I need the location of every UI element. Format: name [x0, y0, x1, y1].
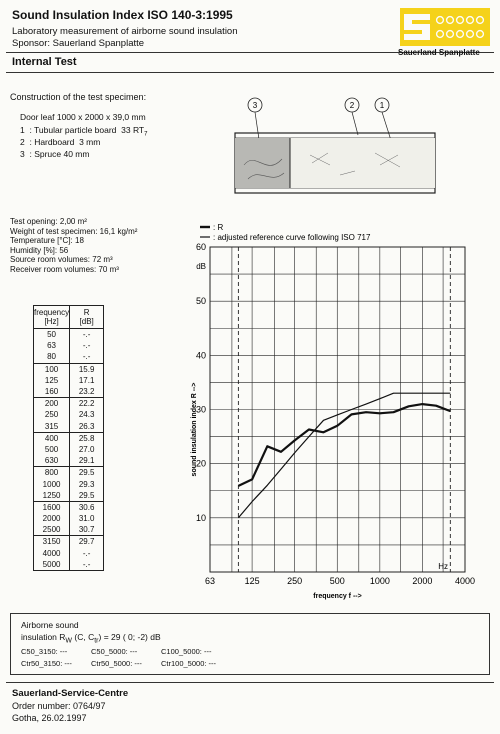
callout-3: 3 [252, 101, 258, 110]
y-axis-title: sound insulation index R --> [191, 382, 198, 477]
freq-cell: 200 [34, 398, 70, 410]
r-cell: 22.2 [70, 398, 104, 410]
temperature: Temperature [°C]: 18 [10, 236, 84, 246]
y-unit-label: dB [196, 262, 206, 271]
r-cell: 25.8 [70, 432, 104, 444]
r-cell: 15.9 [70, 363, 104, 375]
r-cell: 30.6 [70, 501, 104, 513]
freq-cell: 160 [34, 386, 70, 398]
door-leaf-spec: Door leaf 1000 x 2000 x 39,0 mm [20, 112, 146, 122]
freq-cell: 2000 [34, 513, 70, 524]
specimen-weight: Weight of test specimen: 16,1 kg/m² [10, 226, 138, 236]
ctr50-3150: Ctr50_3150: --- [21, 659, 72, 668]
x-axis-title: frequency f --> [313, 593, 362, 600]
y-tick-label: 40 [195, 350, 206, 361]
table-row [34, 490, 104, 502]
reference-curve-line [238, 393, 450, 518]
freq-cell: 80 [34, 351, 70, 363]
table-row [34, 478, 104, 489]
y-tick-label: 50 [195, 296, 206, 307]
freq-header: frequency [Hz] [34, 306, 70, 329]
layer-3: 3 : Spruce 40 mm [20, 149, 90, 159]
x-unit-label: Hz [438, 562, 448, 571]
table-row [34, 524, 104, 536]
source-room-volume: Source room volumes: 72 m³ [10, 255, 113, 265]
freq-cell: 400 [34, 432, 70, 444]
humidity: Humidity [%]: 56 [10, 245, 69, 255]
x-tick-label: 2000 [412, 576, 433, 586]
freq-cell: 315 [34, 421, 70, 433]
rw-result: insulation $R_W$ (C, $C_{tr}) = 29$ ( 0; -2) dB [21, 632, 161, 645]
table-row [34, 386, 104, 398]
freq-cell: 800 [34, 467, 70, 479]
r-cell: 29.1 [70, 455, 104, 467]
result-box [10, 613, 490, 675]
test-opening: Test opening: 2,00 m² [10, 217, 87, 226]
table-row [34, 329, 104, 341]
test-parameters [10, 217, 137, 275]
place-date: Gotha, 26.02.1997 [12, 713, 87, 723]
sponsor-line: Sponsor: Sauerland Spanplatte [12, 38, 145, 49]
x-tick-label: 63 [204, 576, 216, 586]
footer-divider [6, 682, 494, 683]
sound-insulation-chart [180, 222, 476, 607]
r-cell: -.- [70, 548, 104, 559]
legend-ref-label: : adjusted reference curve following ISO 717 [213, 233, 371, 242]
order-number: Order number: 0764/97 [12, 701, 106, 711]
c50-3150: C50_3150: --- [21, 647, 68, 656]
y-tick-label: 10 [195, 512, 206, 523]
r-cell: -.- [70, 559, 104, 571]
table-row [34, 432, 104, 444]
report-subtitle: Laboratory measurement of airborne sound insulation [12, 26, 238, 37]
freq-cell: 250 [34, 409, 70, 420]
table-row [34, 536, 104, 548]
x-tick-label: 250 [287, 576, 303, 586]
report-title: Sound Insulation Index ISO 140-3:1995 [12, 8, 233, 22]
r-cell: 27.0 [70, 444, 104, 455]
callout-2: 2 [349, 101, 355, 110]
table-row [34, 501, 104, 513]
x-tick-label: 500 [329, 576, 345, 586]
ctr100-5000: Ctr100_5000: --- [161, 659, 217, 668]
freq-cell: 1250 [34, 490, 70, 502]
freq-cell: 100 [34, 363, 70, 375]
section-divider [6, 72, 494, 73]
r-cell: -.- [70, 340, 104, 351]
callout-1: 1 [379, 101, 385, 110]
y-tick-label: 20 [195, 458, 206, 469]
c100-5000: C100_5000: --- [161, 647, 212, 656]
x-tick-label: 125 [244, 576, 260, 586]
r-cell: 29.5 [70, 490, 104, 502]
r-cell: 30.7 [70, 524, 104, 536]
r-cell: 24.3 [70, 409, 104, 420]
table-row [34, 444, 104, 455]
freq-cell: 4000 [34, 548, 70, 559]
freq-cell: 630 [34, 455, 70, 467]
table-row [34, 513, 104, 524]
y-tick-label: 30 [195, 404, 206, 415]
r-cell: -.- [70, 351, 104, 363]
service-centre: Sauerland-Service-Centre [12, 688, 129, 699]
table-row [34, 455, 104, 467]
table-row [34, 398, 104, 410]
frequency-table [33, 305, 104, 571]
table-row [34, 340, 104, 351]
r-cell: 26.3 [70, 421, 104, 433]
r-header: R [dB] [70, 306, 104, 329]
logo-caption: Sauerland Spanplatte [398, 48, 480, 57]
r-cell: 29.3 [70, 478, 104, 489]
r-series-line [238, 404, 450, 486]
table-row [34, 409, 104, 420]
receiver-room-volume: Receiver room volumes: 70 m³ [10, 264, 119, 274]
freq-cell: 50 [34, 329, 70, 341]
table-row [34, 363, 104, 375]
x-tick-label: 1000 [369, 576, 390, 586]
cross-section-diagram [230, 95, 445, 205]
table-row [34, 548, 104, 559]
result-line-1: Airborne sound [21, 620, 79, 630]
y-tick-label: 60 [195, 242, 206, 252]
freq-cell: 5000 [34, 559, 70, 571]
r-cell: 29.5 [70, 467, 104, 479]
freq-cell: 3150 [34, 536, 70, 548]
r-cell: 31.0 [70, 513, 104, 524]
legend-r-label: : R [213, 223, 224, 232]
freq-cell: 63 [34, 340, 70, 351]
table-row [34, 375, 104, 386]
r-cell: 23.2 [70, 386, 104, 398]
layer-2: 2 : Hardboard 3 mm [20, 137, 101, 147]
table-row [34, 421, 104, 433]
table-row [34, 559, 104, 571]
freq-cell: 1600 [34, 501, 70, 513]
ctr50-5000: Ctr50_5000: --- [91, 659, 142, 668]
sauerland-logo-icon [400, 8, 490, 46]
table-row [34, 351, 104, 363]
construction-title: Construction of the test specimen: [10, 92, 147, 102]
freq-cell: 500 [34, 444, 70, 455]
layer-1: 1 : Tubular particle board 33 $RT_7$ [20, 125, 148, 138]
c50-5000: C50_5000: --- [91, 647, 138, 656]
r-cell: -.- [70, 329, 104, 341]
freq-cell: 2500 [34, 524, 70, 536]
r-cell: 29.7 [70, 536, 104, 548]
table-row [34, 467, 104, 479]
r-cell: 17.1 [70, 375, 104, 386]
freq-cell: 125 [34, 375, 70, 386]
test-type: Internal Test [12, 56, 77, 68]
x-tick-label: 4000 [454, 576, 476, 586]
freq-cell: 1000 [34, 478, 70, 489]
